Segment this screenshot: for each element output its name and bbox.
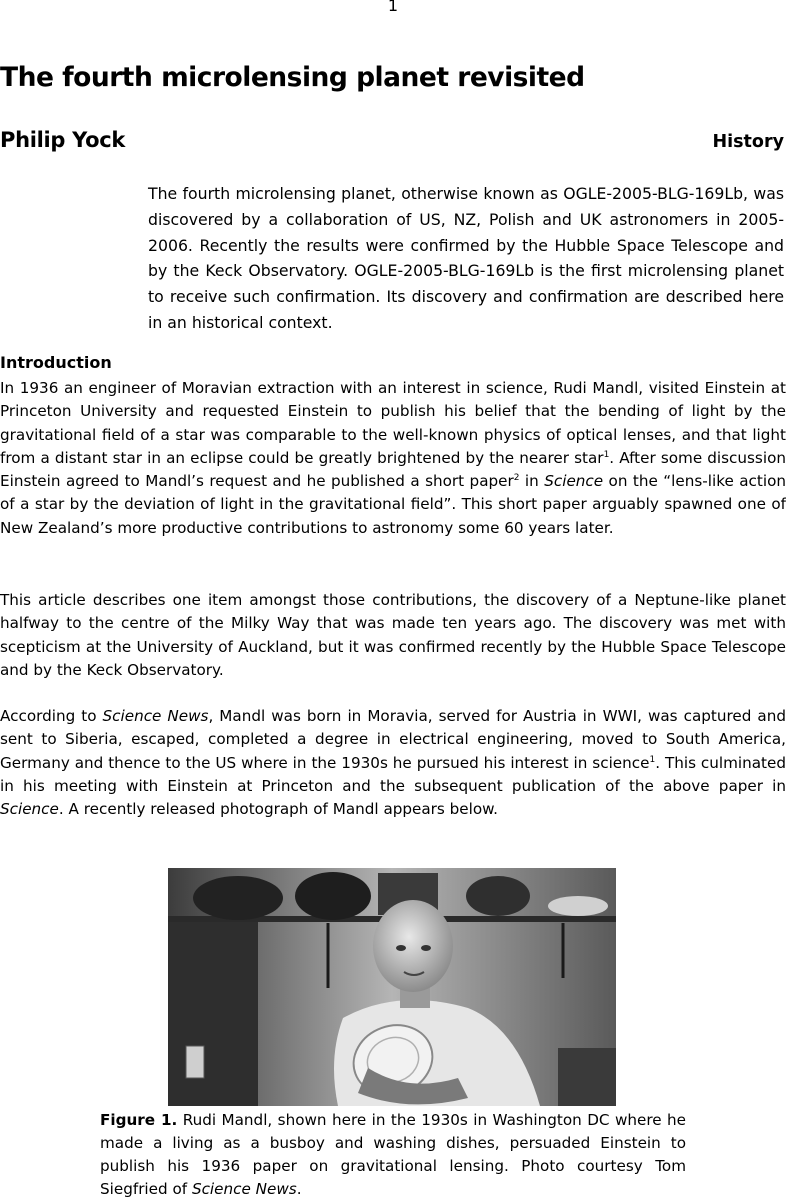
caption-text: Rudi Mandl, shown here in the 1930s in Washington DC where he made a living as a busboy and washing dishes, persuaded Einstein to publish his 1936 paper on gravitational lensing. Photo courtesy Tom Siegfried of: [100, 1111, 687, 1198]
article-title: The fourth microlensing planet revisited: [0, 62, 585, 93]
source-name: Science News: [102, 707, 209, 725]
journal-name: Science: [544, 472, 604, 491]
figure-caption: [100, 1109, 686, 1201]
journal-name: Science: [0, 800, 59, 819]
p3-text-b: , Mandl was born in Moravia, served for Austria in WWI, was captured and sent to Siberia, escaped, completed a degree in electrical engineering, moved to South America, Germany and thence to the US where in the 1930s he pursued his interest in science: [0, 707, 786, 772]
figure-photo: [168, 868, 616, 1106]
abstract: The fourth microlensing planet, otherwise known as OGLE-2005-BLG-169Lb, was discovered by a collaboration of US, NZ, Polish and UK astronomers in 2005-2006. Recently the results were confirmed by the Hubble Space Telescope and by the Keck Observatory. OGLE-2005-BLG-169Lb is the first microlensing planet to receive such confirmation. Its discovery and confirmation are described here in an historical context.: [148, 184, 784, 332]
p1-text-d: on the “lens-like action of a star by the deviation of light in the gravitational field”. This short paper arguably spawned one of New Zealand’s more productive contributions to astronomy some 60 years later.: [0, 472, 786, 537]
photo-illustration: [168, 868, 616, 1106]
caption-source: Science News: [191, 1180, 297, 1198]
p1-text-b: . After some discussion Einstein agreed to Mandl’s request and he published a short paper: [0, 448, 786, 491]
intro-paragraph-3: [0, 705, 786, 821]
intro-paragraph-1: [0, 377, 786, 540]
section-tag: History: [712, 132, 784, 152]
reference-2: 2: [513, 473, 520, 484]
author-name: Philip Yock: [0, 128, 126, 152]
p1-text-c: in: [519, 472, 545, 491]
p3-text-d: . A recently released photograph of Mandl appears below.: [58, 800, 499, 819]
intro-paragraph-2: This article describes one item amongst those contributions, the discovery of a Neptune-like planet halfway to the centre of the Milky Way that was made ten years ago. The discovery was met with scepticism at the University of Auckland, but it was confirmed recently by the Hubble Space Telescope and by the Keck Observatory.: [0, 591, 786, 679]
page-number: 1: [387, 0, 399, 15]
figure-label: Figure 1.: [100, 1111, 178, 1129]
p3-text-c: . This culminated in his meeting with Einstein at Princeton and the subsequent publication of the above paper in: [0, 753, 786, 795]
p3-text-a: According to: [0, 707, 103, 725]
introduction-heading: Introduction: [0, 353, 112, 372]
reference-1: 1: [603, 449, 610, 460]
caption-end: .: [296, 1180, 302, 1198]
reference-1: 1: [649, 754, 656, 765]
p1-text-a: In 1936 an engineer of Moravian extraction with an interest in science, Rudi Mandl, visited Einstein at Princeton University and requested Einstein to publish his belief that the bending of light by the gravitational field of a star was comparable to the well-known physics of optical lenses, and that light from a distant star in an eclipse could be greatly brightened by the nearer star: [0, 379, 786, 467]
